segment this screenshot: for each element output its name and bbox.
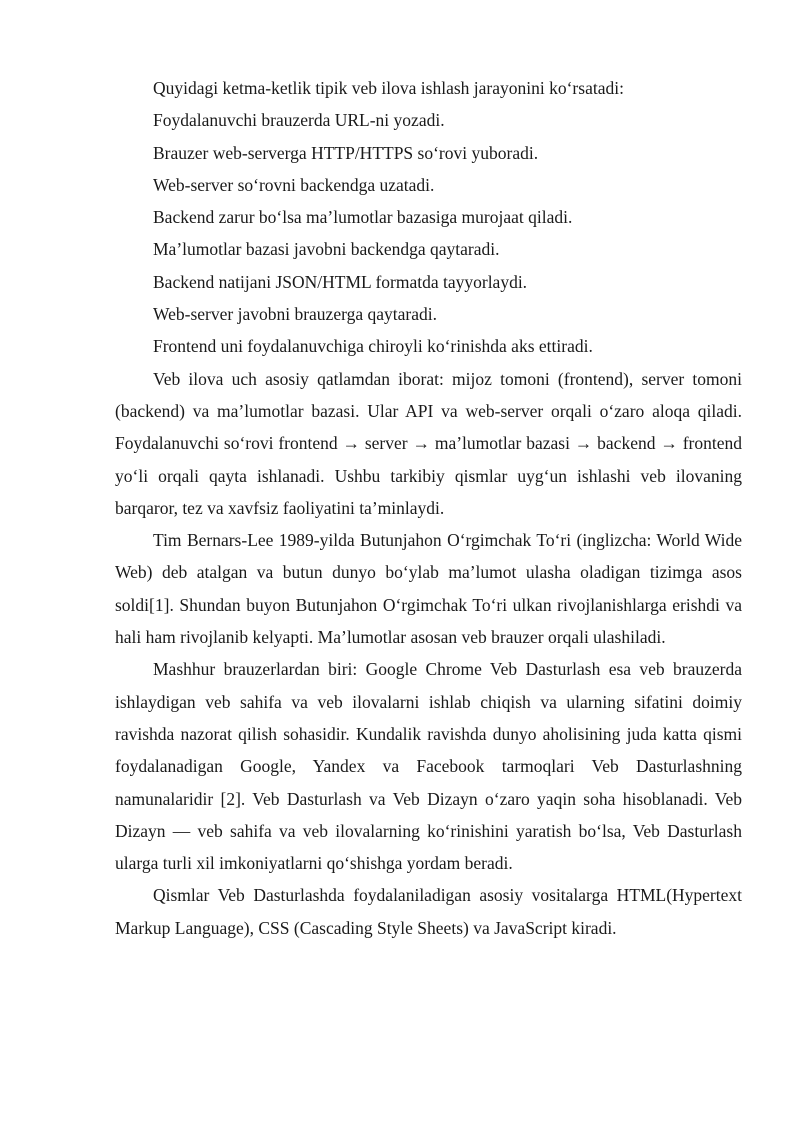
step-item: Web-server javobni brauzerga qaytaradi.	[153, 304, 437, 325]
paragraph-www-history: Tim Bernars-Lee 1989-yilda Butunjahon O‘rgimchak To‘ri (inglizcha: World Wide Web) deb atalgan va butun dunyo bo‘ylab ma’lumot ulasha oladigan tizimga asos soldi[1]. Shundan buyon Butunjahon O‘rgimchak To‘ri ulkan rivojlanishlarga erishdi va hali ham rivojlanib kelyapti. Ma’lumotlar asosan veb brauzer orqali ulashiladi.	[115, 530, 742, 648]
step-item: Backend zarur bo‘lsa ma’lumotlar bazasiga murojaat qiladi.	[153, 207, 573, 228]
paragraph-tools: Qismlar Veb Dasturlashda foydalaniladigan asosiy vositalarga HTML(Hypertext Markup Language), CSS (Cascading Style Sheets) va JavaScript kiradi.	[115, 885, 742, 938]
document-page	[115, 72, 742, 944]
intro-line: Quyidagi ketma-ketlik tipik veb ilova ishlash jarayonini ko‘rsatadi:	[153, 78, 624, 98]
paragraph-architecture: Veb ilova uch asosiy qatlamdan iborat: mijoz tomoni (frontend), server tomoni (backend) va ma’lumotlar bazasi. Ular API va web-server orqali o‘zaro aloqa qiladi. Foydalanuvchi so‘rovi frontend → server → ma’lumotlar bazasi → backend → frontend yo‘li orqali qayta ishlanadi. Ushbu tarkibiy qismlar uyg‘un ishlashi veb ilovaning barqaror, tez va xavfsiz faoliyatini ta’minlaydi.	[115, 368, 742, 518]
step-item: Web-server so‘rovni backendga uzatadi.	[153, 174, 435, 195]
paragraph-web-development: Mashhur brauzerlardan biri: Google Chrome Veb Dasturlash esa veb brauzerda ishlaydigan veb sahifa va veb ilovalarni ishlab chiqish va ularning sifatini doimiy ravishda nazorat qilish sohasidir. Kundalik ravishda dunyo aholisining juda katta qismi foydalanadigan Google, Yandex va Facebook tarmoqlari Veb Dasturlashning namunalaridir [2]. Veb Dasturlash va Veb Dizayn o‘zaro yaqin soha hisoblanadi. Veb Dizayn — veb sahifa va veb ilovalarning ko‘rinishini yaratish bo‘lsa, Veb Dasturlash ularga turli xil imkoniyatlarni qo‘shishga yordam beradi.	[115, 659, 742, 874]
step-item: Foydalanuvchi brauzerda URL-ni yozadi.	[153, 110, 445, 131]
step-item: Ma’lumotlar bazasi javobni backendga qaytaradi.	[153, 239, 500, 260]
step-item: Brauzer web-serverga HTTP/HTTPS so‘rovi yuboradi.	[153, 142, 539, 163]
step-item: Backend natijani JSON/HTML formatda tayyorlaydi.	[153, 271, 528, 292]
step-item: Frontend uni foydalanuvchiga chiroyli ko‘rinishda aks ettiradi.	[153, 336, 593, 357]
